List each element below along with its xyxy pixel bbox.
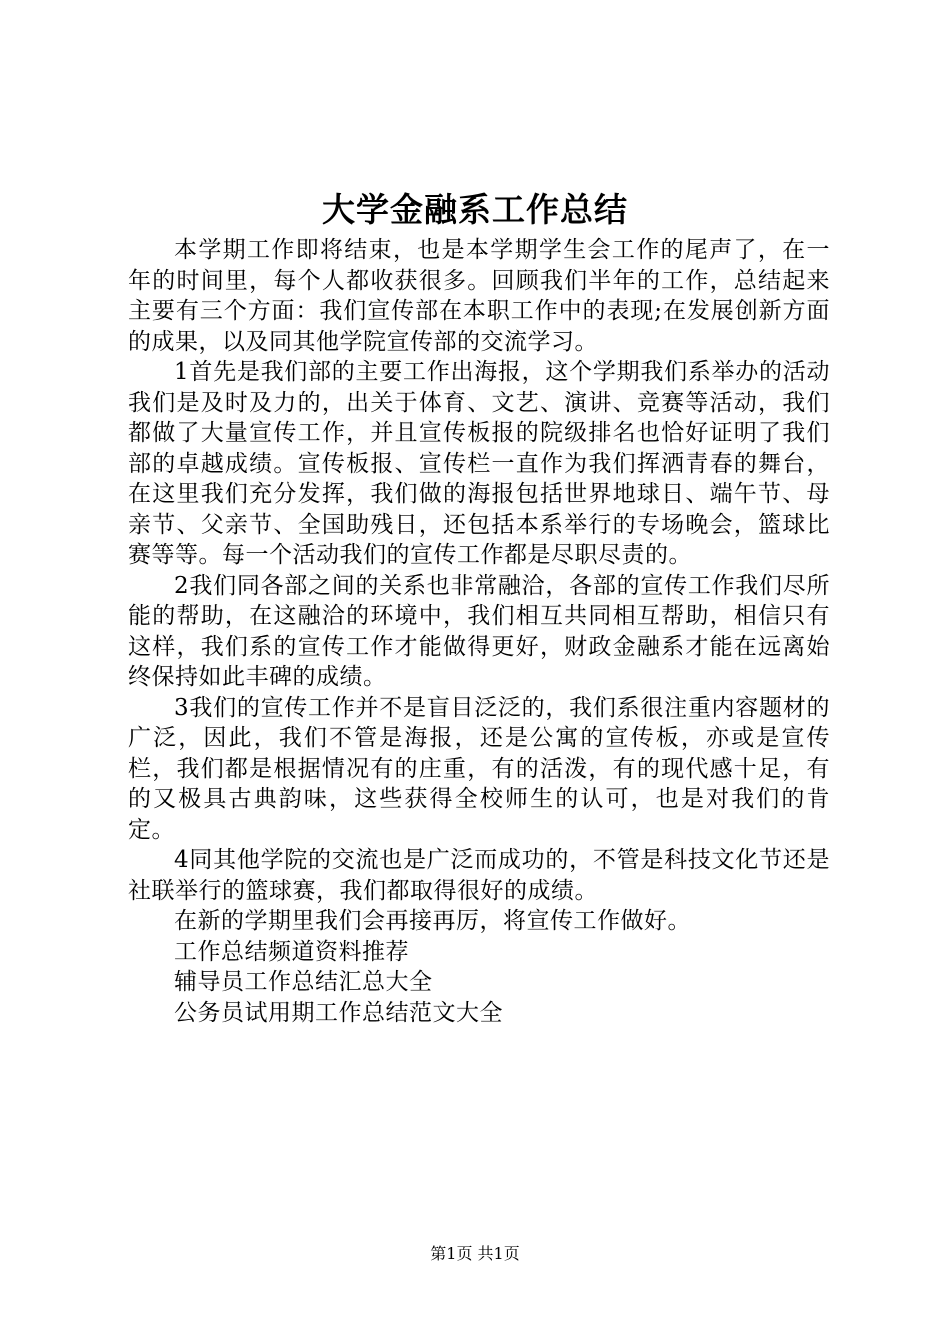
paragraph-point-4: 4同其他学院的交流也是广泛而成功的，不管是科技文化节还是社联举行的篮球赛，我们都取得很好的成绩。 — [128, 847, 830, 904]
document-title: 大学金融系工作总结 — [322, 190, 628, 229]
paragraph-point-1: 1首先是我们部的主要工作出海报，这个学期我们系举办的活动我们是及时及力的，出关于体育、文艺、演讲、竞赛等活动，我们都做了大量宣传工作，并且宣传板报的院级排名也恰好证明了我们部的卓越成绩。宣传板报、宣传栏一直作为我们挥洒青春的舞台，在这里我们充分发挥，我们做的海报包括世界地球日、端午节、母亲节、父亲节、全国助残日，还包括本系举行的专场晚会，篮球比赛等等。每一个活动我们的宣传工作都是尽职尽责的。 — [128, 359, 830, 568]
recommend-link-1: 辅导员工作总结汇总大全 — [174, 969, 433, 995]
recommend-heading: 工作总结频道资料推荐 — [174, 938, 409, 965]
paragraph-closing: 在新的学期里我们会再接再厉，将宣传工作做好。 — [174, 908, 691, 934]
recommend-link-2: 公务员试用期工作总结范文大全 — [174, 999, 503, 1026]
paragraph-intro: 本学期工作即将结束，也是本学期学生会工作的尾声了，在一年的时间里，每个人都收获很多。回顾我们半年的工作，总结起来主要有三个方面：我们宣传部在本职工作中的表现;在发展创新方面的成果，以及同其他学院宣传部的交流学习。 — [128, 237, 830, 355]
page-footer: 第1页 共1页 — [430, 1244, 520, 1263]
document-body — [128, 235, 830, 1028]
paragraph-point-3: 3我们的宣传工作并不是盲目泛泛的，我们系很注重内容题材的广泛，因此，我们不管是海报，还是公寓的宣传板，亦或是宣传栏，我们都是根据情况有的庄重，有的活泼，有的现代感十足，有的又极具古典韵味，这些获得全校师生的认可，也是对我们的肯定。 — [128, 694, 830, 843]
paragraph-point-2: 2我们同各部之间的关系也非常融洽，各部的宣传工作我们尽所能的帮助，在这融洽的环境中，我们相互共同相互帮助，相信只有这样，我们系的宣传工作才能做得更好，财政金融系才能在远离始终保持如此丰碑的成绩。 — [128, 572, 830, 690]
